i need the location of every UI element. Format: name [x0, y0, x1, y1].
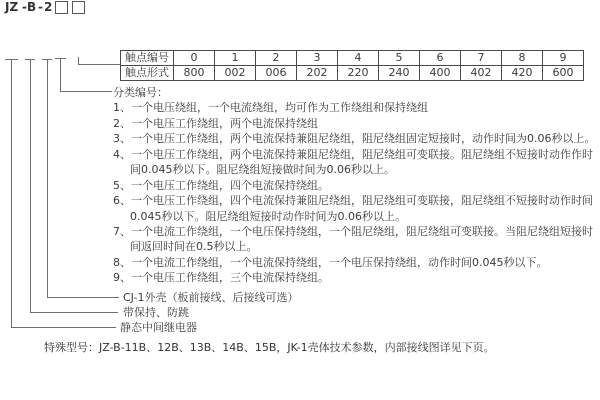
model-part-2: 2	[44, 0, 53, 14]
callout-static-relay: 静态中间继电器	[120, 321, 197, 334]
table-row	[121, 51, 584, 66]
table-cell: 8	[502, 51, 543, 66]
item-number: 9、	[113, 271, 131, 285]
table-cell: 402	[461, 66, 502, 81]
item-number: 6、	[113, 194, 131, 208]
table-cell: 6	[420, 51, 461, 66]
table-cell: 400	[420, 66, 461, 81]
model-part-jz: JZ	[5, 0, 19, 14]
table-cell: 420	[502, 66, 543, 81]
callout-hold-antipump: 带保持、防跳	[123, 306, 189, 319]
code-placeholder-box	[72, 1, 85, 14]
table-row	[121, 66, 584, 81]
item-number: 4、	[113, 147, 131, 161]
item-text: 一个电压工作绕组，四个电流保持兼阻尼绕组，阻尼绕组可变联接，阻尼绕组不短接时动作时间	[131, 194, 593, 208]
item-text: 一个电压工作绕组，两个电流保持兼阻尼绕组，阻尼绕组固定短接时，动作时间为0.06秒以上。	[131, 132, 596, 146]
table-row-header: 触点形式	[121, 66, 174, 81]
table-cell: 002	[215, 66, 256, 81]
table-cell: 3	[297, 51, 338, 66]
classification-item	[113, 147, 599, 162]
classification-item-continuation: 间0.045秒以下。阻尼绕组短接做时间为0.06秒以上。	[130, 163, 395, 177]
classification-item	[113, 178, 599, 193]
classification-heading: 分类编号：	[113, 86, 168, 99]
classification-item-continuation: 间返回时间在0.5秒以上。	[130, 240, 258, 254]
table-cell: 202	[297, 66, 338, 81]
table-cell: 0	[174, 51, 215, 66]
model-part-hyphen: -	[22, 0, 27, 14]
item-text: 一个电压工作绕组，三个电流保持绕组。	[131, 271, 329, 285]
item-text: 一个电压工作绕组，两个电流保持绕组	[131, 116, 318, 130]
table-cell: 4	[338, 51, 379, 66]
classification-item	[113, 255, 599, 270]
item-text: 一个电压绕组，一个电流绕组，均可作为工作绕组和保持绕组	[131, 101, 428, 115]
table-cell: 2	[256, 51, 297, 66]
classification-item	[113, 116, 599, 131]
classification-block	[113, 85, 599, 286]
item-text: 一个电压工作绕组，四个电流保持绕组。	[131, 178, 329, 192]
table-cell: 220	[338, 66, 379, 81]
table-row-header: 触点编号	[121, 51, 174, 66]
classification-item	[113, 131, 599, 146]
item-number: 2、	[113, 116, 131, 130]
item-text: 一个电流工作绕组，一个电压保持绕组，一个阻尼绕组，阻尼绕组可变联接。当阻尼绕组短接时	[131, 224, 593, 238]
item-text: 一个电流工作绕组，一个电流保持绕组，一个电压保持绕组，动作时间0.045秒以下。	[131, 255, 548, 269]
classification-item	[113, 224, 599, 239]
model-part-b: B	[27, 0, 37, 14]
classification-item-continuation: 0.045秒以下。阻尼绕组短接时动作时间为0.06秒以上。	[130, 209, 406, 223]
classification-items	[113, 100, 599, 285]
table-cell: 800	[174, 66, 215, 81]
callout-case: CJ-1外壳（板前接线、后接线可选）	[123, 291, 299, 304]
table-cell: 5	[379, 51, 420, 66]
item-number: 3、	[113, 132, 131, 146]
table-cell: 1	[215, 51, 256, 66]
classification-item	[113, 193, 599, 208]
contact-table-body	[121, 51, 584, 81]
table-cell: 7	[461, 51, 502, 66]
table-cell: 600	[543, 66, 584, 81]
model-part-hyphen: -	[38, 0, 43, 14]
code-placeholder-box	[55, 1, 68, 14]
item-number: 8、	[113, 255, 131, 269]
item-number: 7、	[113, 224, 131, 238]
table-cell: 9	[543, 51, 584, 66]
item-number: 5、	[113, 178, 131, 192]
classification-item	[113, 100, 599, 115]
table-cell: 006	[256, 66, 297, 81]
item-text: 一个电压工作绕组，两个电流保持兼阻尼绕组，阻尼绕组可变联接。阻尼绕组不短接时动作作时	[131, 147, 593, 161]
classification-item	[113, 270, 599, 285]
contact-table	[120, 50, 584, 81]
table-cell: 240	[379, 66, 420, 81]
special-models-note: 特殊型号：JZ-B-11B、12B、13B、14B、15B，JK-1壳体技术参数，内部接线图详见下页。	[44, 341, 495, 354]
item-number: 1、	[113, 101, 131, 115]
